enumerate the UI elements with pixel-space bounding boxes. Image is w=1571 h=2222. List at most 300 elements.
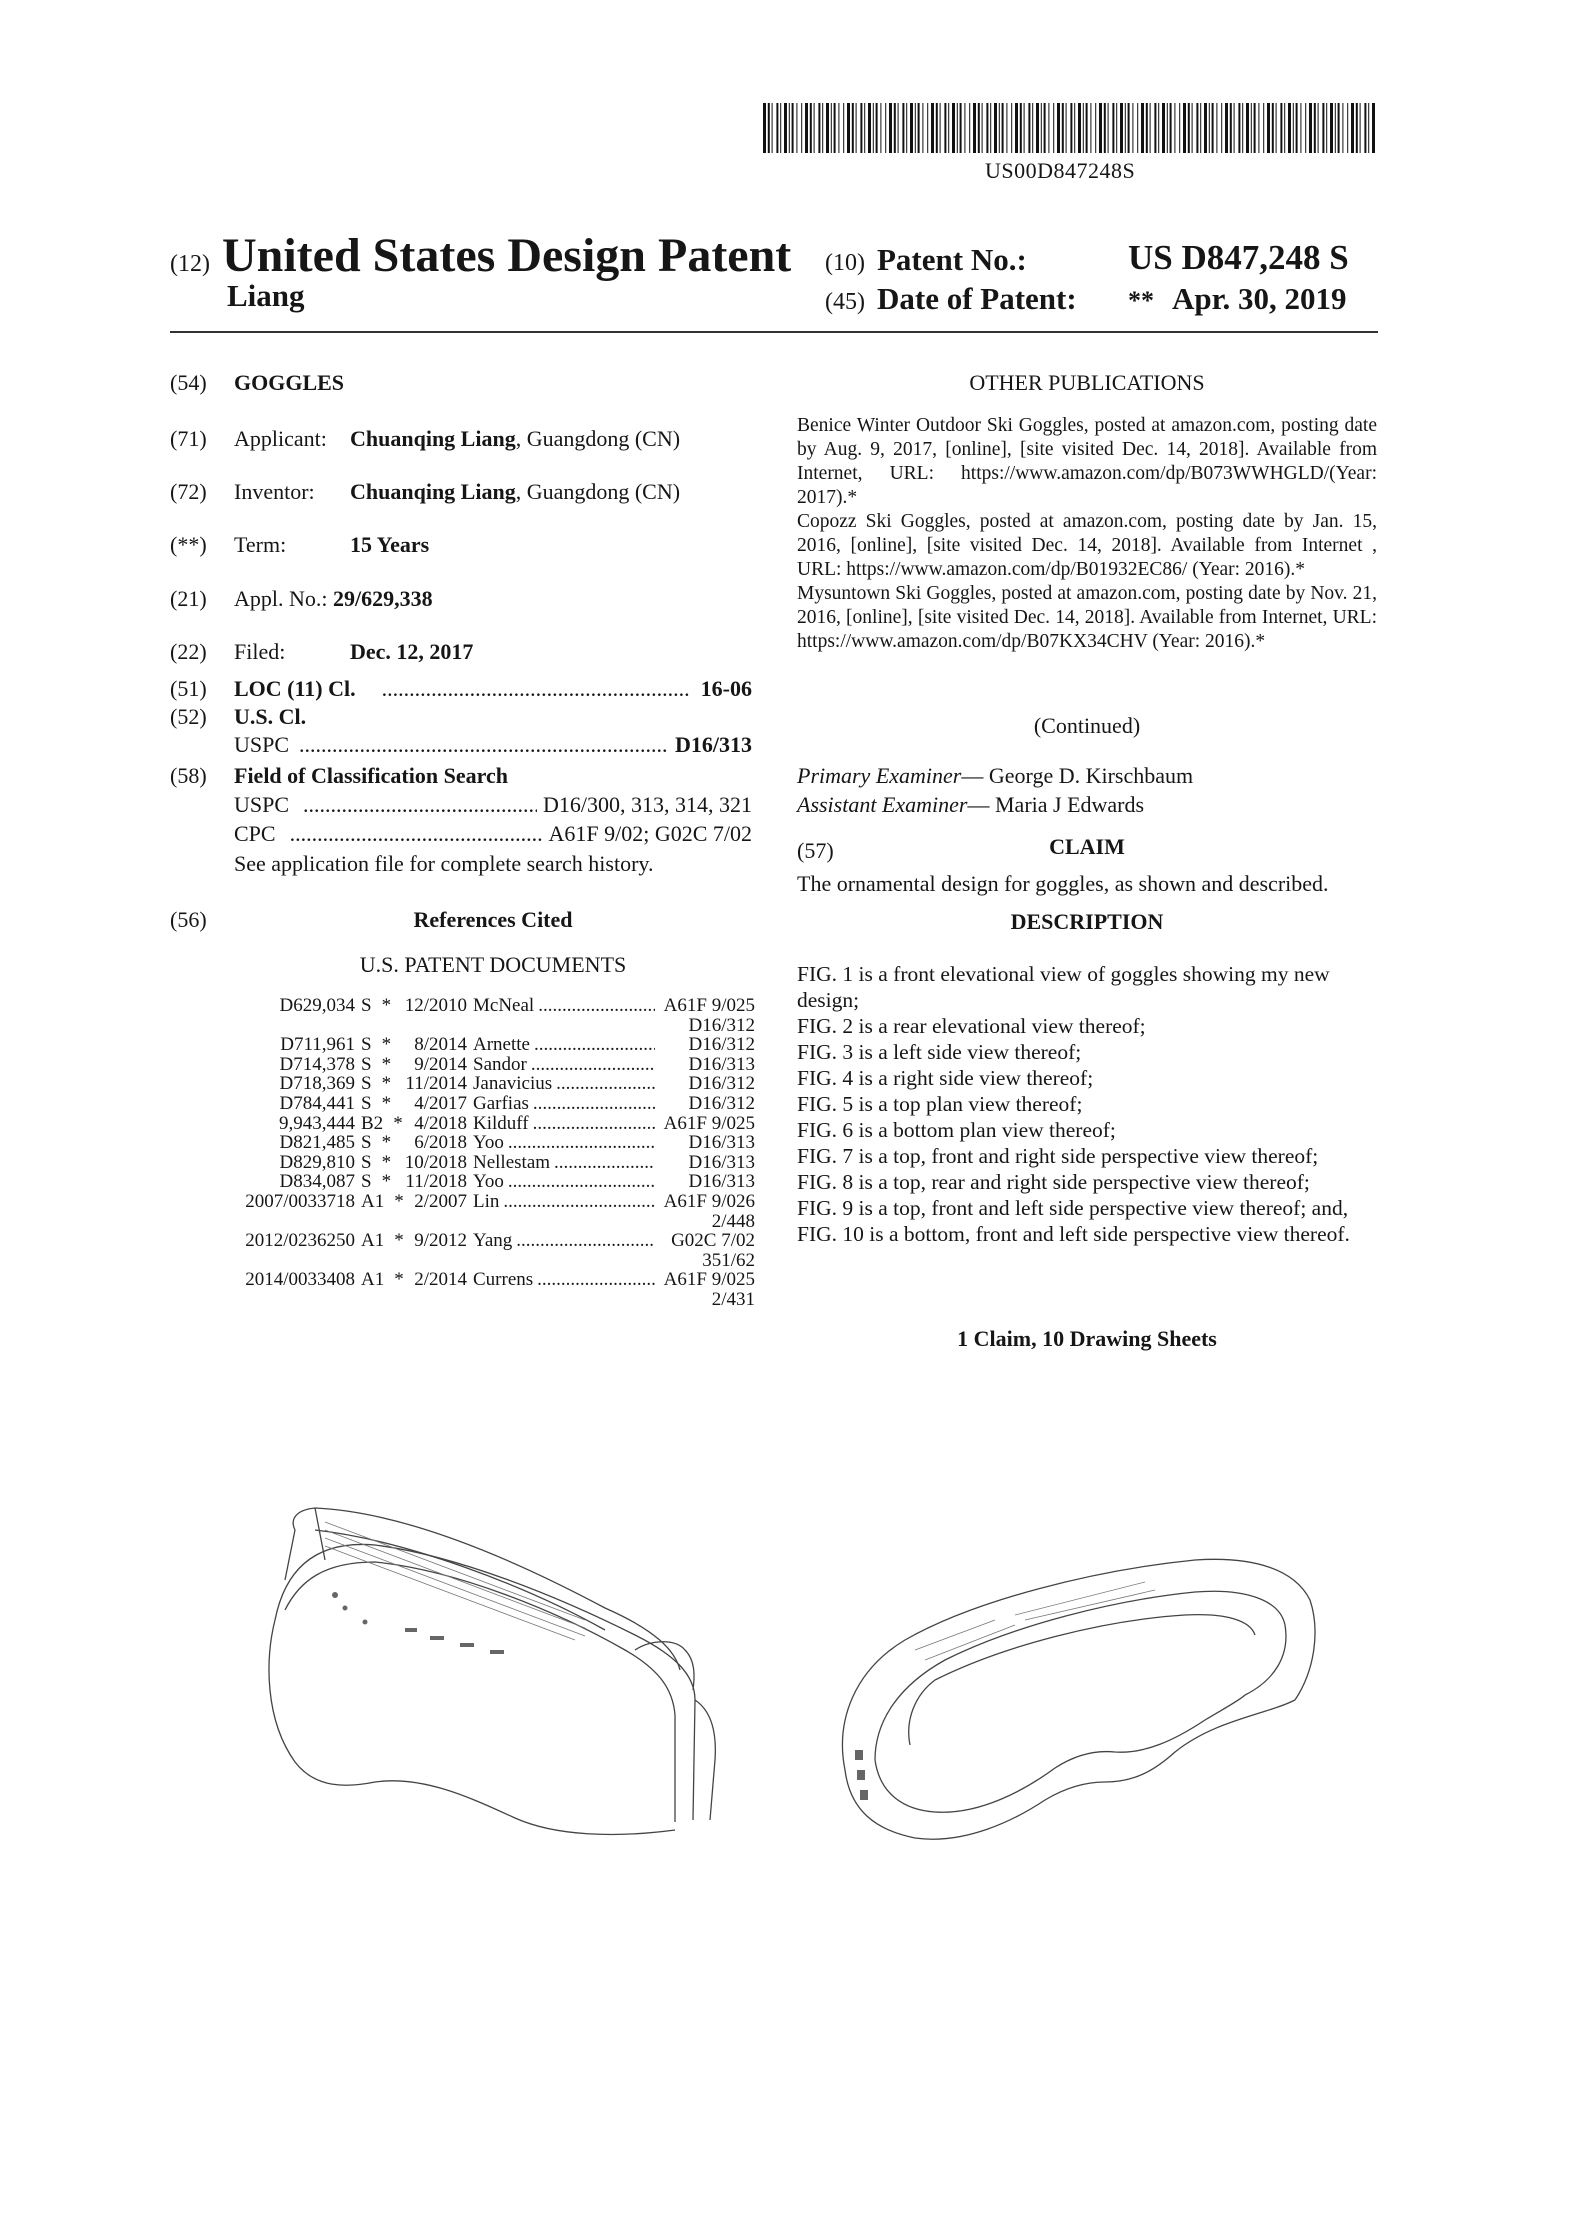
reference-date: 6/2018: [414, 1132, 467, 1154]
reference-date: 11/2014: [405, 1073, 467, 1095]
barcode-bar: [834, 103, 836, 153]
figure-ref: FIG. 3: [797, 1040, 854, 1064]
barcode-bar: [876, 103, 878, 153]
barcode-bar: [1284, 103, 1285, 153]
reference-kind: [355, 1074, 397, 1094]
reference-name: Lin: [473, 1190, 500, 1212]
reference-star: *: [393, 1112, 403, 1134]
references-code: (56): [170, 907, 207, 932]
goggles-rear-perspective-drawing: [815, 1520, 1340, 1870]
reference-leader: [537, 1270, 655, 1290]
figure-description: is a front elevational view of goggles showing my new design;: [797, 962, 1330, 1012]
patent-no-label: Patent No.:: [876, 242, 1027, 277]
barcode-bar: [831, 103, 832, 153]
figure-description: is a top, rear and right side perspective view thereof;: [853, 1170, 1310, 1194]
barcode-bar: [847, 103, 850, 153]
barcode-bar: [1078, 103, 1081, 153]
barcode-bar: [1314, 103, 1316, 153]
field-cpc-value: A61F 9/02; G02C 7/02: [548, 821, 752, 846]
barcode-bar: [964, 103, 965, 153]
barcode-bar: [999, 103, 1000, 153]
barcode-bar: [1132, 103, 1133, 153]
reference-leader: [554, 1153, 655, 1173]
barcode-bar: [936, 103, 938, 153]
barcode-bar: [826, 103, 829, 153]
reference-name: Yoo: [473, 1132, 504, 1154]
barcode-bar: [1209, 103, 1210, 153]
reference-row: [170, 1270, 755, 1309]
assistant-examiner-name: — Maria J Edwards: [967, 792, 1145, 817]
barcode-bar: [868, 103, 871, 153]
barcode-bar: [1212, 103, 1214, 153]
reference-star: *: [381, 1073, 392, 1095]
barcode-bar: [852, 103, 854, 153]
barcode-bar: [915, 103, 916, 153]
barcode-bar: [1024, 103, 1025, 153]
barcode-bar: [1356, 103, 1358, 153]
patent-number: US D847,248 S: [1128, 238, 1349, 277]
description-item: [797, 1117, 1377, 1143]
reference-number: D834,087: [279, 1171, 355, 1193]
barcode-bar: [1170, 103, 1172, 153]
reference-kind: [355, 1112, 403, 1134]
barcode-bar: [910, 103, 913, 153]
reference-kind: [355, 1153, 397, 1173]
barcode-bar: [1338, 103, 1340, 153]
figure-description: is a top, front and left side perspective view thereof; and,: [853, 1196, 1349, 1220]
applicant-name: Chuanqing Liang: [350, 426, 516, 451]
reference-name: Sandor: [473, 1053, 527, 1075]
barcode-bar: [1221, 103, 1222, 153]
reference-kind-code: S: [361, 1171, 372, 1193]
barcode-bar: [1351, 103, 1354, 153]
reference-class: A61F 9/025: [663, 995, 755, 1016]
barcode-bar: [1309, 103, 1312, 153]
figure-description: is a top plan view thereof;: [853, 1092, 1083, 1116]
barcode-bar: [982, 103, 983, 153]
barcode-bar: [784, 103, 787, 153]
reference-star: *: [394, 1230, 404, 1252]
reference-number: D711,961: [280, 1034, 355, 1056]
barcode-bar: [1360, 103, 1361, 153]
reference-number: D784,441: [279, 1092, 355, 1114]
description-item: [797, 1091, 1377, 1117]
barcode-bar: [1104, 103, 1106, 153]
reference-name: Janavicius: [473, 1073, 553, 1095]
reference-star: *: [381, 1034, 392, 1056]
reference-name: Kilduff: [473, 1112, 529, 1134]
barcode-bar: [918, 103, 920, 153]
reference-star: *: [381, 1171, 392, 1193]
reference-kind-code: A1: [361, 1269, 385, 1291]
reference-class: D16/312: [688, 1073, 755, 1095]
uspc-label: USPC: [234, 732, 290, 757]
publication-entry: Copozz Ski Goggles, posted at amazon.com, posting date by Jan. 15, 2016, [online], [site visited Dec. 14, 2018]. Available from Internet , URL: https://www.amazon.com/dp/B01932EC86/ (Year: 2016).*: [797, 511, 1377, 580]
barcode-bar: [1141, 103, 1144, 153]
barcode-bar: [944, 103, 946, 153]
doc-type-title: United States Design Patent: [221, 229, 792, 282]
drawing-summary: 1 Claim, 10 Drawing Sheets: [957, 1326, 1217, 1351]
barcode-bar: [864, 103, 865, 153]
barcode-bar: [1296, 103, 1298, 153]
reference-name-cell: [473, 1270, 655, 1290]
field-cpc-leader: [290, 821, 543, 847]
figure-description: is a left side view thereof;: [853, 1040, 1082, 1064]
figure-ref: FIG. 8: [797, 1170, 854, 1194]
barcode-bar: [906, 103, 907, 153]
reference-leader: [533, 1114, 655, 1134]
appl-code: (21): [170, 586, 207, 611]
barcode-bar: [969, 103, 970, 153]
reference-class: D16/313: [688, 1132, 755, 1154]
loc-value: 16-06: [700, 676, 752, 701]
reference-leader: [533, 1094, 655, 1114]
publication-entry: Mysuntown Ski Goggles, posted at amazon.com, posting date by Nov. 21, 2016, [online], [site visited Dec. 14, 2018]. Available from Internet, URL: https://www.amazon.com/dp/B07KX34CHV (Year: 2016).*: [797, 583, 1377, 652]
barcode-bar: [792, 103, 794, 153]
barcode-bar: [927, 103, 928, 153]
barcode-bar: [1372, 103, 1375, 153]
barcode-bar: [885, 103, 886, 153]
figure-ref: FIG. 9: [797, 1196, 854, 1220]
barcode-bar: [1196, 103, 1198, 153]
reference-row: [170, 1172, 755, 1192]
figure-ref: FIG. 4: [797, 1066, 854, 1090]
reference-kind-code: A1: [361, 1190, 385, 1212]
barcode-bar: [948, 103, 949, 153]
reference-kind-code: S: [361, 1132, 372, 1154]
barcode-bar: [1041, 103, 1042, 153]
barcode-bar: [838, 103, 839, 153]
goggles-front-perspective-drawing: [255, 1500, 745, 1840]
barcode-bar: [1128, 103, 1130, 153]
figure-description: is a rear elevational view thereof;: [853, 1014, 1146, 1038]
uscl-label: U.S. Cl.: [234, 704, 307, 729]
reference-name: Yoo: [473, 1171, 504, 1193]
reference-kind-code: S: [361, 1151, 372, 1173]
barcode-bar: [1322, 103, 1324, 153]
doc-type-code: (12): [170, 251, 210, 277]
field-uspc-leader: [303, 792, 537, 818]
reference-kind-code: S: [361, 995, 372, 1016]
reference-name: Yang: [473, 1230, 513, 1252]
barcode-bar: [1066, 103, 1067, 153]
reference-number: 2014/0033408: [245, 1269, 355, 1291]
barcode-bar: [1070, 103, 1072, 153]
figure-ref: FIG. 1: [797, 962, 854, 986]
reference-extra-class: D16/312: [688, 1014, 755, 1036]
reference-star: *: [394, 1269, 404, 1291]
reference-star: *: [381, 995, 392, 1016]
barcode-bar: [1044, 103, 1046, 153]
barcode-bar: [1305, 103, 1306, 153]
reference-row: [170, 1094, 755, 1114]
barcode-bar: [1006, 103, 1007, 153]
reference-kind: [355, 1190, 404, 1212]
barcode-bar: [810, 103, 812, 153]
reference-class: A61F 9/025: [663, 1269, 755, 1291]
primary-examiner-label: Primary Examiner: [797, 763, 962, 788]
barcode-bar: [1120, 103, 1123, 153]
reference-class: D16/313: [688, 1053, 755, 1075]
reference-class: D16/312: [688, 1092, 755, 1114]
reference-date: 2/2007: [414, 1190, 467, 1212]
assistant-examiner-label: Assistant Examiner: [797, 792, 968, 817]
reference-number: 9,943,444: [279, 1112, 355, 1134]
other-pubs-continued: (Continued): [1033, 713, 1141, 738]
reference-name: Nellestam: [473, 1151, 551, 1173]
barcode-bar: [822, 103, 823, 153]
barcode-bar: [1074, 103, 1075, 153]
field-note: See application file for complete search history.: [234, 851, 654, 876]
reference-kind-code: A1: [361, 1230, 385, 1252]
applicant-code: (71): [170, 426, 207, 451]
reference-number: D714,378: [279, 1053, 355, 1075]
reference-date: 11/2018: [405, 1171, 467, 1193]
barcode-bar: [990, 103, 991, 153]
reference-row: [170, 1231, 755, 1270]
barcode-bar: [1036, 103, 1039, 153]
barcode-bar: [814, 103, 815, 153]
barcode-bar: [1062, 103, 1064, 153]
appl-label: Appl. No.:: [234, 586, 328, 611]
description-item: [797, 1221, 1377, 1247]
field-uspc-label: USPC: [234, 792, 290, 817]
header-divider: [170, 331, 1378, 333]
barcode-bar: [780, 103, 781, 153]
claim-heading: CLAIM: [1049, 834, 1125, 859]
reference-name: Garfias: [473, 1092, 529, 1114]
reference-row: [170, 996, 755, 1035]
barcode-bar: [1158, 103, 1159, 153]
reference-leader: [503, 1192, 655, 1212]
reference-date: 12/2010: [404, 995, 467, 1016]
barcode-bar: [1234, 103, 1235, 153]
barcode-image: [763, 103, 1378, 153]
other-pubs-heading: OTHER PUBLICATIONS: [969, 370, 1205, 395]
figure-ref: FIG. 7: [797, 1144, 854, 1168]
barcode-bar: [1028, 103, 1030, 153]
figure-description: is a right side view thereof;: [853, 1066, 1094, 1090]
barcode-bar: [1258, 103, 1259, 153]
barcode-bar: [1204, 103, 1207, 153]
description-list: [797, 961, 1377, 1247]
reference-leader: [508, 1172, 655, 1192]
uscl-code: (52): [170, 704, 207, 729]
inventor-name: Chuanqing Liang: [350, 479, 516, 504]
reference-name-cell: [473, 1133, 655, 1153]
reference-star: *: [394, 1190, 404, 1212]
loc-leader: [382, 676, 691, 702]
patent-date: Apr. 30, 2019: [1172, 281, 1347, 316]
barcode-bar: [1330, 103, 1333, 153]
barcode-bar: [1011, 103, 1012, 153]
uspc-leader: [299, 732, 669, 758]
date-marker: **: [1128, 286, 1154, 315]
inventor-location: , Guangdong (CN): [515, 479, 681, 504]
inventor-label: Inventor:: [234, 479, 315, 504]
reference-name-cell: [473, 1192, 655, 1212]
reference-kind-code: S: [361, 1073, 372, 1095]
barcode-bar: [1125, 103, 1126, 153]
barcode-bar: [1288, 103, 1291, 153]
barcode-number: US00D847248S: [985, 158, 1136, 183]
reference-kind-code: S: [361, 1034, 372, 1056]
reference-date: 8/2014: [414, 1034, 467, 1056]
reference-date: 4/2017: [414, 1092, 467, 1114]
description-item: [797, 1039, 1377, 1065]
barcode-bar: [1108, 103, 1109, 153]
barcode-bar: [1174, 103, 1175, 153]
title-value: GOGGLES: [234, 370, 345, 395]
barcode-bar: [957, 103, 958, 153]
reference-date: 4/2018: [414, 1112, 467, 1134]
barcode-bar: [776, 103, 778, 153]
barcode-bar: [880, 103, 881, 153]
description-heading: DESCRIPTION: [1010, 909, 1164, 934]
reference-extra-class: 2/431: [711, 1288, 755, 1310]
reference-leader: [534, 1035, 655, 1055]
barcode-bar: [805, 103, 808, 153]
reference-star: *: [381, 1151, 392, 1173]
reference-number: D829,810: [279, 1151, 355, 1173]
reference-kind: [355, 1269, 404, 1291]
barcode-bar: [1083, 103, 1084, 153]
date-label: Date of Patent:: [876, 281, 1077, 316]
description-item: [797, 1013, 1377, 1039]
description-item: [797, 1143, 1377, 1169]
reference-extra-class: 2/448: [711, 1210, 755, 1232]
figure-description: is a bottom, front and left side perspective view thereof.: [863, 1222, 1350, 1246]
reference-star: *: [381, 1053, 392, 1075]
barcode-bar: [940, 103, 941, 153]
barcode-bar: [763, 103, 766, 153]
barcode-bar: [1183, 103, 1186, 153]
barcode-bar: [1150, 103, 1151, 153]
barcode-bar: [860, 103, 862, 153]
reference-kind-code: B2: [361, 1112, 384, 1134]
applicant-label: Applicant:: [234, 426, 327, 451]
barcode-bar: [1368, 103, 1369, 153]
barcode-bar: [1192, 103, 1193, 153]
claim-code: (57): [797, 838, 834, 863]
barcode-bar: [894, 103, 896, 153]
barcode-bar: [889, 103, 892, 153]
reference-class: A61F 9/026: [663, 1190, 755, 1212]
other-pubs-list: [797, 414, 1377, 654]
reference-class: D16/313: [688, 1171, 755, 1193]
uspc-value: D16/313: [675, 732, 752, 757]
barcode-bar: [1090, 103, 1091, 153]
barcode-bar: [973, 103, 976, 153]
reference-kind: [355, 1172, 397, 1192]
barcode-bar: [1280, 103, 1282, 153]
barcode-bar: [1230, 103, 1232, 153]
reference-row: [170, 1055, 755, 1075]
barcode-bar: [768, 103, 770, 153]
reference-date: 10/2018: [404, 1151, 467, 1173]
reference-row: [170, 1074, 755, 1094]
barcode-bar: [1002, 103, 1004, 153]
barcode-bar: [1254, 103, 1256, 153]
patent-no-code: (10): [825, 250, 865, 276]
barcode-bar: [1318, 103, 1319, 153]
reference-number: D629,034: [279, 995, 355, 1016]
barcode-bar: [1048, 103, 1049, 153]
barcode-bar: [1242, 103, 1243, 153]
reference-name-cell: [473, 1094, 655, 1114]
barcode-bar: [1267, 103, 1270, 153]
applicant-location: , Guangdong (CN): [515, 426, 681, 451]
title-code: (54): [170, 370, 207, 395]
figure-ref: FIG. 6: [797, 1118, 854, 1142]
reference-row: [170, 1192, 755, 1231]
barcode-bar: [1162, 103, 1165, 153]
figure-ref: FIG. 2: [797, 1014, 854, 1038]
reference-number: 2012/0236250: [245, 1230, 355, 1252]
barcode-bar: [1015, 103, 1018, 153]
reference-number: 2007/0033718: [245, 1190, 355, 1212]
barcode-bar: [1347, 103, 1348, 153]
term-label: Term:: [234, 532, 287, 557]
term-value: 15 Years: [350, 532, 430, 557]
reference-leader: [538, 996, 655, 1016]
reference-number: D718,369: [279, 1073, 355, 1095]
barcode-bar: [1326, 103, 1327, 153]
references-heading: References Cited: [413, 907, 573, 932]
inventor-surname: Liang: [227, 278, 305, 313]
reference-kind: [355, 1035, 397, 1055]
barcode-bar: [960, 103, 962, 153]
description-item: [797, 1169, 1377, 1195]
field-code: (58): [170, 763, 207, 788]
barcode-bar: [1179, 103, 1180, 153]
barcode-bar: [1200, 103, 1201, 153]
reference-name: Arnette: [473, 1034, 530, 1056]
barcode-bar: [1342, 103, 1343, 153]
reference-leader: [556, 1074, 655, 1094]
figure-ref: FIG. 5: [797, 1092, 854, 1116]
barcode-bar: [922, 103, 923, 153]
field-cpc-label: CPC: [234, 821, 276, 846]
figure-ref: FIG. 10: [797, 1222, 864, 1246]
references-table: [170, 996, 755, 1310]
barcode-bar: [1263, 103, 1264, 153]
barcode-bar: [1238, 103, 1240, 153]
reference-kind-code: S: [361, 1053, 372, 1075]
barcode-bar: [1116, 103, 1117, 153]
barcode-bar: [1146, 103, 1148, 153]
reference-leader: [531, 1055, 655, 1075]
field-uspc-value: D16/300, 313, 314, 321: [543, 792, 752, 817]
filed-value: Dec. 12, 2017: [350, 639, 474, 664]
reference-date: 2/2014: [414, 1269, 467, 1291]
reference-kind: [355, 1133, 397, 1153]
reference-name: McNeal: [473, 995, 535, 1016]
reference-leader: [516, 1231, 655, 1251]
reference-name-cell: [473, 1055, 655, 1075]
barcode-bar: [772, 103, 773, 153]
barcode-bar: [818, 103, 820, 153]
barcode-bar: [1364, 103, 1366, 153]
barcode-bar: [931, 103, 934, 153]
reference-name-cell: [473, 1153, 655, 1173]
reference-row: [170, 1035, 755, 1055]
barcode-bar: [873, 103, 874, 153]
reference-name-cell: [473, 1074, 655, 1094]
barcode-bar: [1020, 103, 1022, 153]
reference-name-cell: [473, 996, 655, 1016]
barcode-bar: [1086, 103, 1088, 153]
